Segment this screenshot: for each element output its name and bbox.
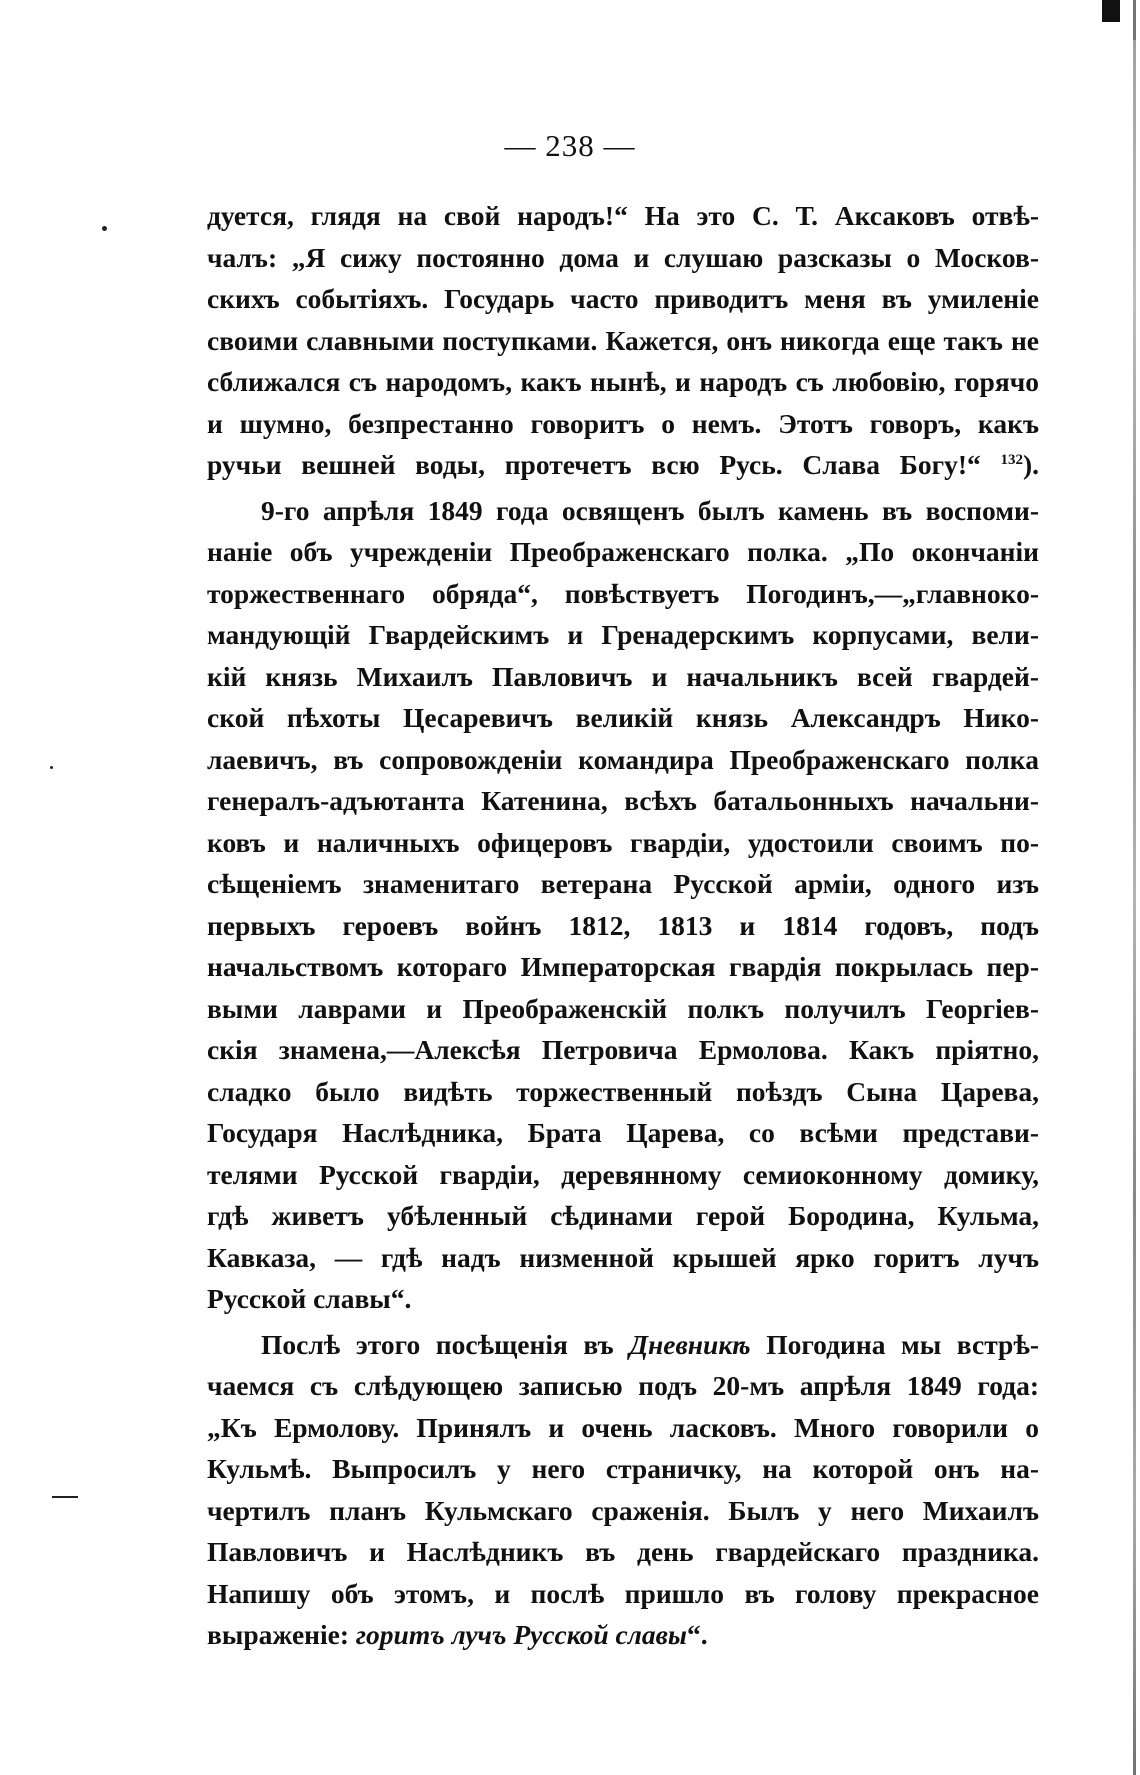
text-run: выраженіе:	[207, 1619, 356, 1650]
text-line: скія знамена,—Алексѣя Петровича Ермолова. Какъ пріятно,	[207, 1034, 1039, 1065]
margin-speck	[52, 1496, 78, 1498]
text-line: начальствомъ котораго Императорская гвардія покрылась пер-	[207, 951, 1039, 982]
text-line: сѣщеніемъ знаменитаго ветерана Русской арміи, одного изъ	[207, 868, 1039, 899]
text-line: Напишу объ этомъ, и послѣ пришло въ голову прекрасное	[207, 1577, 1039, 1609]
text-line: лаевичъ, въ сопровожденіи командира Преображенскаго полка	[207, 743, 1039, 775]
text-line: Кульмѣ. Выпросилъ у него страничку, на которой онъ на-	[207, 1453, 1039, 1484]
text-run: ).	[1022, 449, 1039, 480]
scan-edge-shadow	[1133, 0, 1136, 1775]
text-line: чалъ: „Я сижу постоянно дома и слушаю разсказы о Москов-	[207, 241, 1039, 273]
text-run: ручьи вешней воды, протечетъ всю Русь. Слава Богу!“	[207, 449, 1001, 480]
text-line: сближался съ народомъ, какъ нынѣ, и народъ съ любовію, горячо	[207, 366, 1039, 397]
margin-speck	[1102, 0, 1120, 22]
paragraph-3	[207, 1324, 1039, 1656]
paragraph-2	[207, 490, 1039, 1320]
text-line: чертилъ планъ Кульмскаго сраженія. Былъ у него Михаилъ	[207, 1494, 1039, 1526]
text-line: сладко было видѣть торжественный поѣздъ Сына Царева,	[207, 1075, 1039, 1107]
text-line: ковъ и наличныхъ офицеровъ гвардіи, удостоили своимъ по-	[207, 826, 1039, 858]
text-line: Кавказа, — гдѣ надъ низменной крышей ярко горитъ лучъ	[207, 1241, 1039, 1273]
body-text	[207, 195, 1039, 1656]
text-line: чаемся съ слѣдующею записью подъ 20-мъ апрѣля 1849 года:	[207, 1370, 1039, 1401]
text-line: 9-го апрѣля 1849 года освященъ былъ камень въ воспоми-	[261, 494, 1039, 526]
text-line: мандующій Гвардейскимъ и Гренадерскимъ корпусами, вели-	[207, 619, 1039, 650]
text-line: Павловичъ и Наслѣдникъ въ день гвардейскаго праздника.	[207, 1536, 1039, 1567]
text-run: Погодина мы встрѣ-	[750, 1328, 1039, 1360]
margin-speck	[102, 226, 107, 231]
paragraph-1	[207, 195, 1039, 486]
margin-speck	[50, 766, 53, 769]
text-line: телями Русской гвардіи, деревянному семиоконному домику,	[207, 1158, 1039, 1190]
text-line: гдѣ живетъ убѣленный сѣдинами герой Бородина, Кульма,	[207, 1200, 1039, 1231]
text-line: ской пѣхоты Цесаревичъ великій князь Александръ Нико-	[207, 702, 1039, 733]
text-line: кій князь Михаилъ Павловичъ и начальникъ всей гвардей-	[207, 660, 1039, 692]
text-line: Русской славы“.	[207, 1283, 412, 1314]
text-line: своими славными поступками. Кажется, онъ никогда еще такъ не	[207, 324, 1039, 356]
page-number: — 238 —	[504, 128, 636, 163]
italic-title: Дневникѣ	[629, 1328, 751, 1360]
text-line: генералъ-адъютанта Катенина, всѣхъ батальонныхъ начальни-	[207, 785, 1039, 816]
text-line: и шумно, безпрестанно говоритъ о немъ. Этотъ говоръ, какъ	[207, 407, 1039, 439]
text-line	[207, 1324, 1039, 1366]
text-run: “.	[687, 1619, 708, 1650]
text-line: выми лаврами и Преображенскій полкъ получилъ Георгіев-	[207, 992, 1039, 1024]
text-line: наніе объ учрежденіи Преображенскаго полка. „По окончаніи	[207, 536, 1039, 567]
text-line	[207, 444, 1039, 486]
text-line: дуется, глядя на свой народъ!“ На это С. Т. Аксаковъ отвѣ-	[207, 200, 1039, 231]
text-line: первыхъ героевъ войнъ 1812, 1813 и 1814 годовъ, подъ	[207, 909, 1039, 941]
text-run: Послѣ этого посѣщенія въ	[261, 1328, 630, 1360]
text-line: Государя Наслѣдника, Брата Царева, со всѣми представи-	[207, 1117, 1039, 1148]
italic-quote: горитъ лучъ Русской славы	[355, 1619, 687, 1650]
text-line: „Къ Ермолову. Принялъ и очень ласковъ. Много говорили о	[207, 1411, 1039, 1443]
text-line: торжественнаго обряда“, повѣствуетъ Погодинъ,—„главноко-	[207, 577, 1039, 609]
text-line: скихъ событіяхъ. Государь часто приводитъ меня въ умиленіе	[207, 283, 1039, 314]
text-line	[207, 1614, 1039, 1656]
footnote-ref: 132	[1000, 451, 1023, 468]
